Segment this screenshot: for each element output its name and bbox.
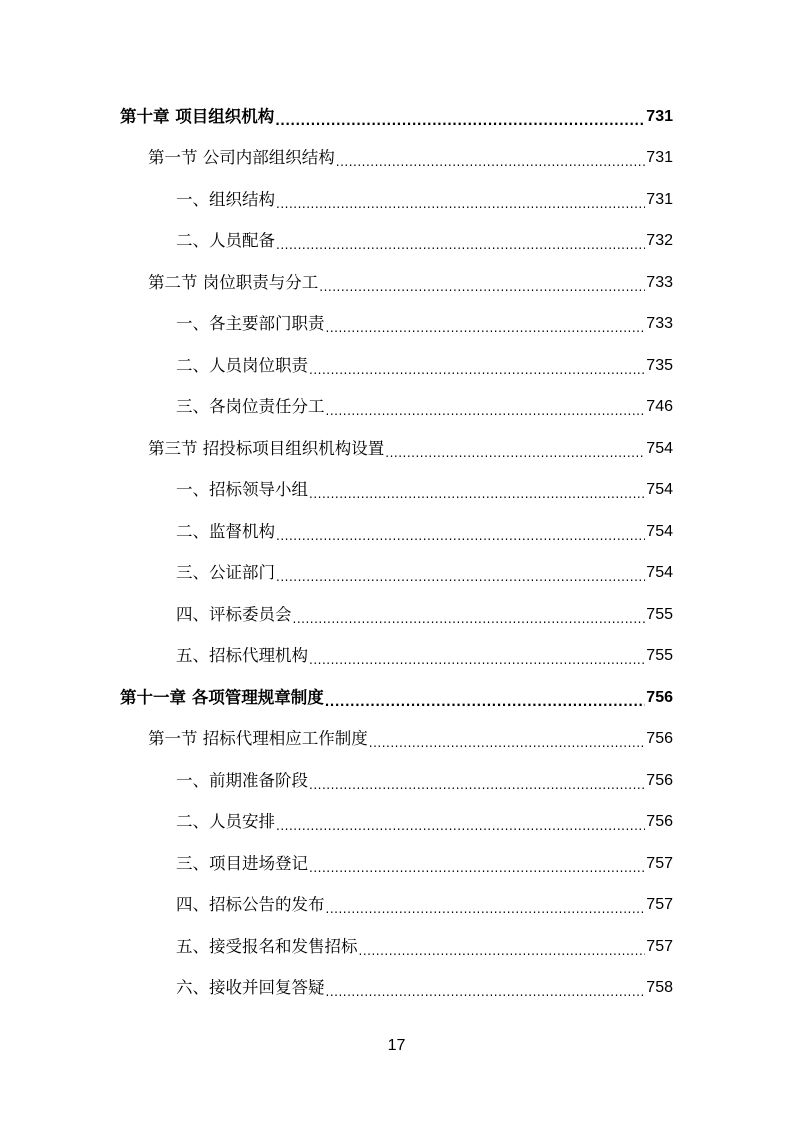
toc-subsection[interactable] — [0, 594, 793, 636]
toc-dot-leader — [369, 733, 646, 753]
toc-entry-page: 755 — [646, 605, 673, 623]
toc-subsection[interactable] — [0, 553, 793, 595]
toc-dot-leader — [319, 277, 645, 297]
toc-entry-title: 五、接受报名和发售招标 — [176, 936, 358, 956]
toc-entry-page: 733 — [646, 315, 673, 333]
toc-entry-page: 756 — [646, 730, 673, 748]
toc-entry-title: 一、组织结构 — [176, 189, 275, 209]
toc-dot-leader — [276, 235, 645, 255]
toc-entry-title: 二、人员配备 — [176, 231, 275, 251]
toc-subsection[interactable] — [0, 221, 793, 263]
toc-subsection[interactable] — [0, 387, 793, 429]
toc-dot-leader — [325, 692, 646, 712]
toc-entry-page: 756 — [646, 771, 673, 789]
toc-chapter[interactable] — [0, 677, 793, 719]
toc-dot-leader — [275, 111, 645, 131]
toc-entry-page: 757 — [646, 854, 673, 872]
toc-entry-title: 第一节 公司内部组织结构 — [148, 148, 335, 168]
toc-entry-title: 五、招标代理机构 — [176, 646, 308, 666]
toc-section[interactable] — [0, 138, 793, 180]
toc-subsection[interactable] — [0, 885, 793, 927]
toc-dot-leader — [336, 152, 646, 172]
toc-entry-page: 731 — [646, 107, 673, 125]
toc-entry-title: 四、招标公告的发布 — [176, 895, 325, 915]
toc-dot-leader — [326, 899, 646, 919]
page-number: 17 — [387, 1037, 406, 1054]
toc-entry-title: 三、项目进场登记 — [176, 853, 308, 873]
toc-entry-title: 第十章 项目组织机构 — [120, 106, 275, 126]
toc-entry-page: 731 — [646, 190, 673, 208]
toc-entry-title: 四、评标委员会 — [176, 604, 292, 624]
toc-entry-page: 746 — [646, 398, 673, 416]
toc-entry-page: 735 — [646, 356, 673, 374]
table-of-contents — [0, 96, 793, 1009]
toc-subsection[interactable] — [0, 470, 793, 512]
toc-entry-page: 755 — [646, 647, 673, 665]
toc-subsection[interactable] — [0, 760, 793, 802]
toc-entry-title: 二、人员安排 — [176, 812, 275, 832]
toc-subsection[interactable] — [0, 843, 793, 885]
toc-entry-page: 732 — [646, 232, 673, 250]
toc-entry-page: 758 — [646, 979, 673, 997]
toc-dot-leader — [309, 484, 645, 504]
toc-entry-page: 757 — [646, 896, 673, 914]
toc-entry-title: 第十一章 各项管理规章制度 — [120, 687, 324, 707]
toc-entry-title: 一、各主要部门职责 — [176, 314, 325, 334]
toc-dot-leader — [293, 609, 646, 629]
toc-entry-page: 756 — [646, 813, 673, 831]
toc-entry-title: 一、前期准备阶段 — [176, 770, 308, 790]
toc-entry-page: 756 — [646, 688, 673, 706]
toc-entry-page: 733 — [646, 273, 673, 291]
toc-entry-page: 754 — [646, 522, 673, 540]
toc-dot-leader — [385, 443, 645, 463]
toc-section[interactable] — [0, 428, 793, 470]
toc-dot-leader — [359, 941, 646, 961]
toc-subsection[interactable] — [0, 968, 793, 1010]
toc-dot-leader — [309, 858, 645, 878]
toc-entry-title: 二、人员岗位职责 — [176, 355, 308, 375]
toc-entry-page: 754 — [646, 564, 673, 582]
toc-dot-leader — [309, 360, 645, 380]
toc-entry-title: 一、招标领导小组 — [176, 480, 308, 500]
toc-entry-page: 731 — [646, 149, 673, 167]
toc-subsection[interactable] — [0, 511, 793, 553]
toc-dot-leader — [309, 775, 645, 795]
toc-subsection[interactable] — [0, 345, 793, 387]
toc-entry-title: 六、接收并回复答疑 — [176, 978, 325, 998]
toc-entry-page: 754 — [646, 481, 673, 499]
toc-dot-leader — [276, 567, 645, 587]
toc-entry-title: 三、各岗位责任分工 — [176, 397, 325, 417]
toc-entry-title: 第二节 岗位职责与分工 — [148, 272, 319, 292]
toc-dot-leader — [276, 816, 645, 836]
toc-subsection[interactable] — [0, 179, 793, 221]
toc-entry-title: 第一节 招标代理相应工作制度 — [148, 729, 368, 749]
toc-dot-leader — [309, 650, 645, 670]
toc-dot-leader — [326, 982, 646, 1002]
toc-subsection[interactable] — [0, 636, 793, 678]
toc-entry-title: 三、公证部门 — [176, 563, 275, 583]
toc-entry-page: 754 — [646, 439, 673, 457]
toc-entry-title: 二、监督机构 — [176, 521, 275, 541]
toc-subsection[interactable] — [0, 304, 793, 346]
toc-dot-leader — [276, 526, 645, 546]
toc-section[interactable] — [0, 262, 793, 304]
toc-subsection[interactable] — [0, 926, 793, 968]
toc-subsection[interactable] — [0, 802, 793, 844]
toc-chapter[interactable] — [0, 96, 793, 138]
toc-dot-leader — [326, 318, 646, 338]
toc-dot-leader — [326, 401, 646, 421]
toc-dot-leader — [276, 194, 645, 214]
toc-entry-title: 第三节 招投标项目组织机构设置 — [148, 438, 385, 458]
toc-section[interactable] — [0, 719, 793, 761]
toc-entry-page: 757 — [646, 937, 673, 955]
